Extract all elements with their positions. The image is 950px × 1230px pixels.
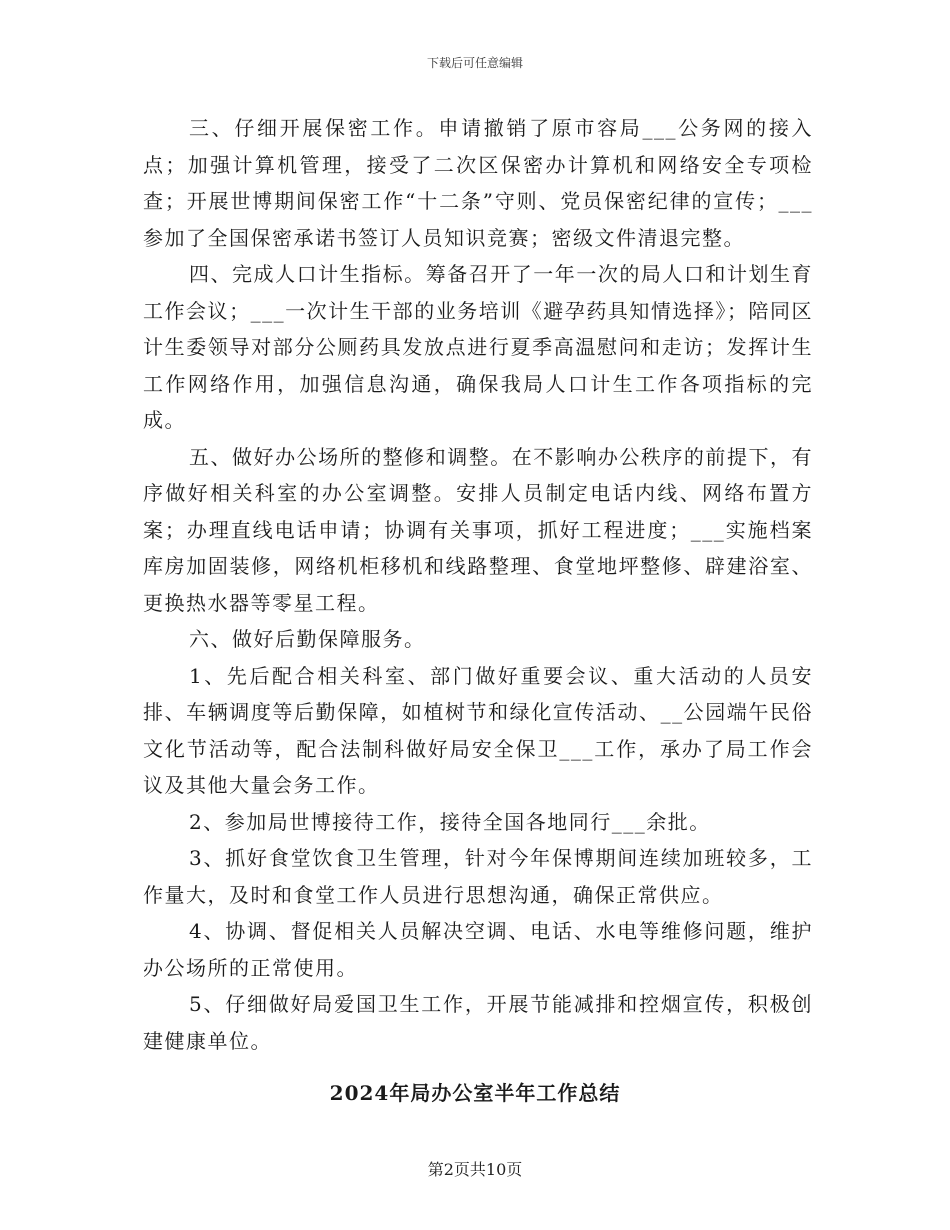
document-body <box>143 110 813 1059</box>
paragraph-logistics-item-1: 1、先后配合相关科室、部门做好重要会议、重大活动的人员安排、车辆调度等后勤保障，如植树节和绿化宣传活动、__公园端午民俗文化节活动等，配合法制科做好局安全保卫___工作，承办了局工作会议及其他大量会务工作。 <box>143 663 813 797</box>
paragraph-logistics-heading: 六、做好后勤保障服务。 <box>189 627 426 651</box>
paragraph-logistics-item-5: 5、仔细做好局爱国卫生工作，开展节能减排和控烟宣传，积极创建健康单位。 <box>143 992 813 1053</box>
paragraph-logistics-item-2: 2、参加局世博接待工作，接待全国各地同行___余批。 <box>189 809 711 834</box>
paragraph-logistics-item-4: 4、协调、督促相关人员解决空调、电话、水电等维修问题，维护办公场所的正常使用。 <box>143 919 813 980</box>
paragraph-family-planning: 四、完成人口计生指标。筹备召开了一年一次的局人口和计划生育工作会议；___一次计生干部的业务培训《避孕药具知情选择》；陪同区计生委领导对部分公厕药具发放点进行夏季高温慰问和走访；发挥计生工作网络作用，加强信息沟通，确保我局人口计生工作各项指标的完成。 <box>143 262 813 432</box>
page-header: 下载后可任意编辑 <box>426 56 523 70</box>
document-title: 2024年局办公室半年工作总结 <box>329 1081 621 1105</box>
page-footer: 第2页共10页 <box>427 1160 523 1179</box>
paragraph-confidentiality: 三、仔细开展保密工作。申请撤销了原市容局___公务网的接入点；加强计算机管理，接受了二次区保密办计算机和网络安全专项检查；开展世博期间保密工作“十二条”守则、党员保密纪律的宣传；___参加了全国保密承诺书签订人员知识竞赛；密级文件清退完整。 <box>143 116 813 250</box>
paragraph-office-renovation: 五、做好办公场所的整修和调整。在不影响办公秩序的前提下，有序做好相关科室的办公室调整。安排人员制定电话内线、网络布置方案；办理直线电话申请；协调有关事项，抓好工程进度；___实施档案库房加固装修，网络机柜移机和线路整理、食堂地坪整修、辟建浴室、更换热水器等零星工程。 <box>143 444 813 615</box>
paragraph-logistics-item-3: 3、抓好食堂饮食卫生管理，针对今年保博期间连续加班较多，工作量大，及时和食堂工作人员进行思想沟通，确保正常供应。 <box>143 846 813 907</box>
